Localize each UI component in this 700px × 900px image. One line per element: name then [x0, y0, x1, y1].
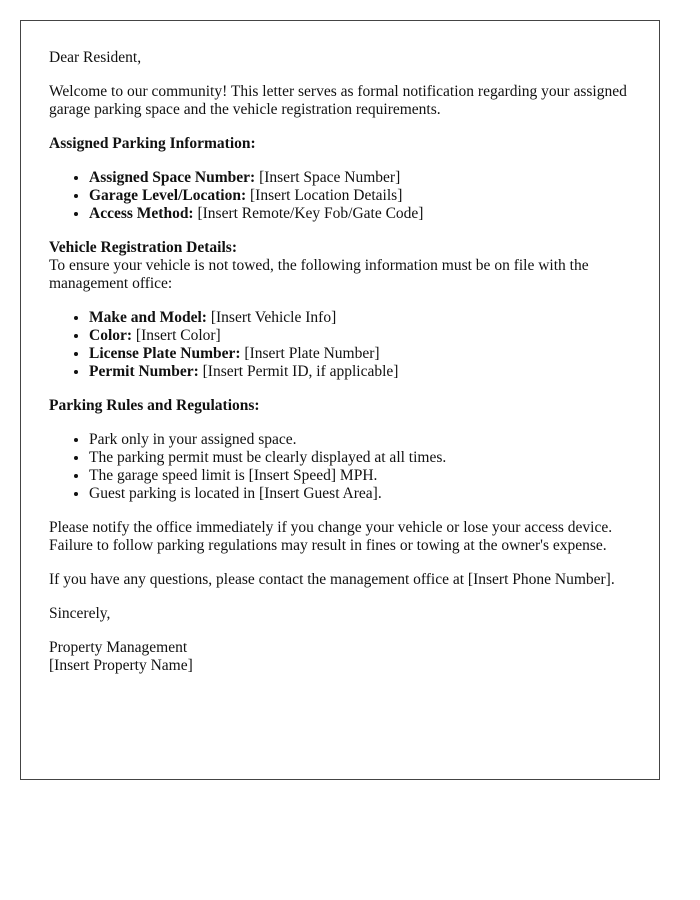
list-item: • Guest parking is located in [Insert Guest Area]. [89, 485, 631, 503]
contact-paragraph: If you have any questions, please contact the management office at [Insert Phone Number]. [49, 571, 615, 588]
item-value: [Insert Remote/Key Fob/Gate Code] [193, 205, 424, 222]
intro-paragraph: Welcome to our community! This letter serves as formal notification regarding your assigned garage parking space and the vehicle registration requirements. [49, 83, 627, 118]
item-label: Garage Level/Location: [89, 187, 247, 204]
list-item: • The garage speed limit is [Insert Speed] MPH. [89, 467, 631, 485]
item-value: [Insert Vehicle Info] [206, 309, 337, 326]
list-item [89, 345, 631, 363]
item-label: License Plate Number: [89, 345, 241, 362]
signature-name: Property Management [49, 639, 188, 656]
list-item [89, 205, 631, 223]
list-item [89, 327, 631, 345]
vehicle-registration-heading: Vehicle Registration Details: [49, 239, 237, 256]
item-label: Access Method: [89, 205, 194, 222]
list-item [89, 169, 631, 187]
item-value: [Insert Permit ID, if applicable] [198, 363, 399, 380]
rules-list [49, 431, 631, 503]
closing: Sincerely, [49, 605, 111, 622]
list-item [89, 309, 631, 327]
item-label: Make and Model: [89, 309, 207, 326]
notice-paragraph: Please notify the office immediately if you change your vehicle or lose your access device. Failure to follow parking regulations may result in fines or towing at the owner's expense. [49, 519, 613, 554]
list-item: • Park only in your assigned space. [89, 431, 631, 449]
assigned-parking-heading: Assigned Parking Information: [49, 135, 256, 152]
signature-block [49, 639, 631, 675]
rules-heading: Parking Rules and Regulations: [49, 397, 260, 414]
item-value: [Insert Location Details] [246, 187, 403, 204]
item-label: Assigned Space Number: [89, 169, 256, 186]
item-label: Color: [89, 327, 133, 344]
letter-container [20, 20, 660, 780]
item-value: [Insert Color] [132, 327, 221, 344]
assigned-parking-list [49, 169, 631, 223]
item-value: [Insert Plate Number] [240, 345, 380, 362]
signature-property: [Insert Property Name] [49, 657, 193, 674]
item-value: [Insert Space Number] [255, 169, 401, 186]
list-item [89, 363, 631, 381]
vehicle-registration-description: To ensure your vehicle is not towed, the following information must be on file with the management office: [49, 257, 589, 292]
list-item [89, 187, 631, 205]
salutation: Dear Resident, [49, 49, 142, 66]
list-item: • The parking permit must be clearly displayed at all times. [89, 449, 631, 467]
vehicle-registration-list [49, 309, 631, 381]
item-label: Permit Number: [89, 363, 199, 380]
